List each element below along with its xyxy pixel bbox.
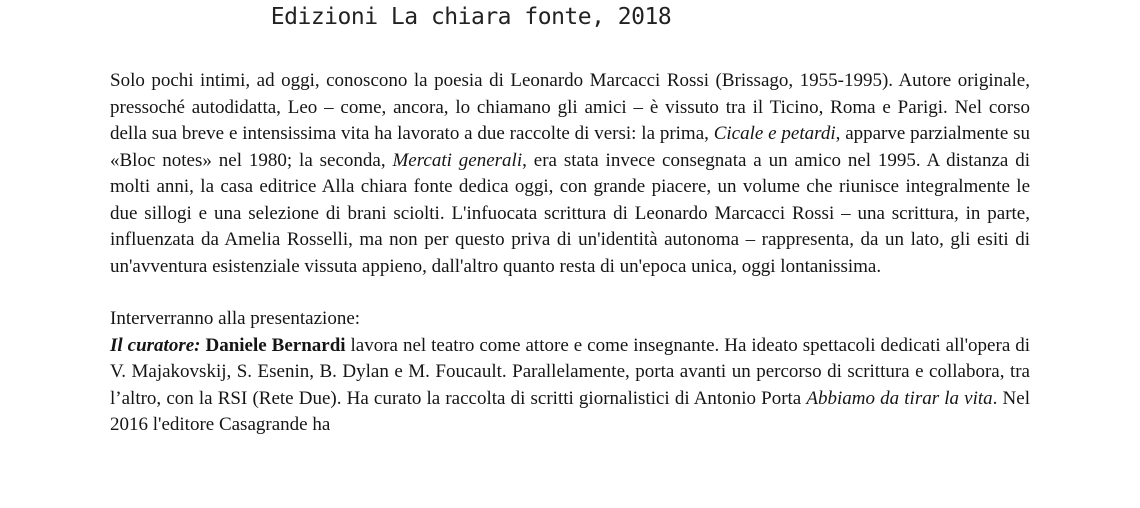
intro-text-1: Solo pochi intimi, ad oggi, conoscono la poesia di Leonardo Marcacci Rossi (Brissago, 1955-1995). Autore originale, pressoché autodidatta, Leo – come, ancora, lo chiamano gli amici – è vissuto tra il Ticino, Roma e Parigi. Nel corso della sua breve e intensissima vita ha lavorato a due raccolte di versi: la prima, [110,70,1030,144]
curator-label: Il curatore: [110,334,201,356]
work-title-1: Cicale e petardi [713,123,836,144]
curator-name: Daniele Bernardi [205,334,346,356]
document-body [110,68,1030,439]
book-title: Abbiamo da tirar la vita [806,387,993,409]
paragraph-spacer [110,280,1030,306]
presentation-heading: Interverranno alla presentazione: [110,308,361,329]
intro-text-2: , apparve parzialmente su «Bloc notes» nel 1980; la seconda, [110,123,1030,171]
intro-paragraph [110,68,1030,280]
curator-text-2: . Nel 2016 l'editore Casagrande ha [110,387,1030,435]
curator-text-1: lavora nel teatro come attore e come insegnante. Ha ideato spettacoli dedicati all'opera di V. Majakovskij, S. Esenin, B. Dylan e M. Foucault. Parallelamente, porta avanti un percorso di scrittura e collabora, tra l’altro, con la RSI (Rete Due). Ha curato la raccolta di scritti giornalistici di Antonio Porta [110,334,1031,409]
intro-text-3: , era stata invece consegnata a un amico nel 1995. A distanza di molti anni, la casa editrice Alla chiara fonte dedica oggi, con grande piacere, un volume che riunisce integralmente le due sillogi e una selezione di brani sciolti. L'infuocata scrittura di Leonardo Marcacci Rossi – una scrittura, in parte, influenzata da Amelia Rosselli, ma non per questo priva di un'identità autonoma – rappresenta, da un lato, gli esiti di un'avventura esistenziale vissuta appieno, dall'altro quanto resta di un'epoca unica, oggi lontanissima. [110,149,1031,277]
work-title-2: Mercati generali [392,149,523,171]
page-title: Edizioni La chiara fonte, 2018 [270,4,672,30]
curator-paragraph [110,333,1030,439]
